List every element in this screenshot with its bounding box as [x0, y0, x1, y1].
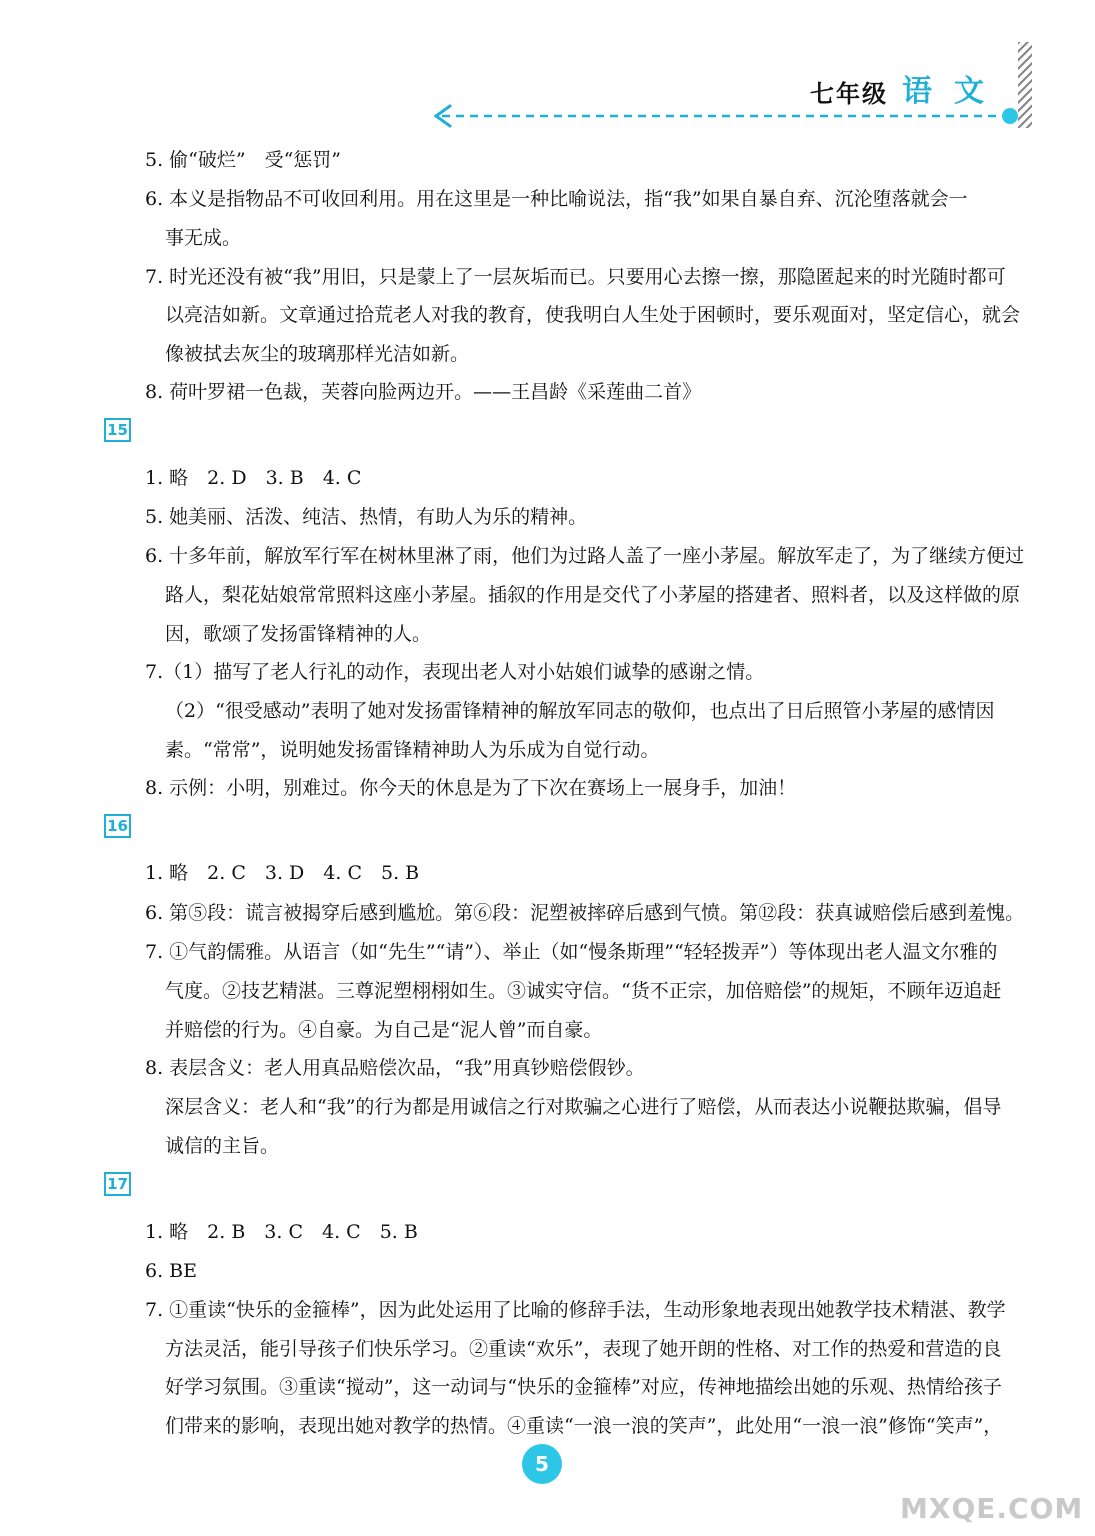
answer-line: 7.（1）描写了老人行礼的动作，表现出老人对小姑娘们诚挚的感谢之情。	[145, 661, 765, 683]
answer-continuation-line: 并赔偿的行为。④自豪。为自己是“泥人曾”而自豪。	[165, 1019, 603, 1041]
section-number: 15	[104, 418, 131, 442]
page-number-badge: 5	[522, 1444, 562, 1484]
answer-continuation-line: 路人，梨花姑娘常常照料这座小茅屋。插叙的作用是交代了小茅屋的搭建者、照料者，以及这样做的原	[165, 584, 1021, 606]
answer-line: 6. 第⑤段：谎言被揭穿后感到尴尬。第⑥段：泥塑被摔碎后感到气愤。第⑫段：获真诚赔偿后感到羞愧。	[145, 902, 1025, 924]
answer-line: 1. 略 2. B 3. C 4. C 5. B	[145, 1221, 418, 1243]
answer-line: 7. 时光还没有被“我”用旧，只是蒙上了一层灰垢而已。只要用心去擦一擦，那隐匿起来的时光随时都可	[145, 266, 1006, 288]
answer-line: 6. 十多年前，解放军行军在树林里淋了雨，他们为过路人盖了一座小茅屋。解放军走了，为了继续方便过	[145, 545, 1025, 567]
answer-continuation-line: 好学习氛围。③重读“搅动”，这一动词与“快乐的金箍棒”对应，传神地描绘出她的乐观、热情给孩子	[165, 1376, 1002, 1398]
answer-continuation-line: 因，歌颂了发扬雷锋精神的人。	[165, 623, 432, 645]
answer-continuation-line: 诚信的主旨。	[165, 1135, 280, 1157]
section-number: 16	[104, 814, 131, 838]
answer-line: 5. 她美丽、活泼、纯洁、热情，有助人为乐的精神。	[145, 506, 588, 528]
answer-continuation-line: （2）“很受感动”表明了她对发扬雷锋精神的解放军同志的敬仰，也点出了日后照管小茅屋的感情因	[165, 700, 995, 722]
answer-continuation-line: 气度。②技艺精湛。三尊泥塑栩栩如生。③诚实守信。“货不正宗，加倍赔偿”的规矩，不顾年迈追赶	[165, 980, 1002, 1002]
header-dashed-arrow	[0, 0, 1095, 140]
header-grade: 七年级	[810, 79, 888, 108]
answer-line: 7. ①气韵儒雅。从语言（如“先生”“请”）、举止（如“慢条斯理”“轻轻拨弄”）等体现出老人温文尔雅的	[145, 941, 998, 963]
watermark: MXQE.COM	[900, 1492, 1084, 1525]
answer-line: 6. 本义是指物品不可收回利用。用在这里是一种比喻说法，指“我”如果自暴自弃、沉沦堕落就会一	[145, 188, 968, 210]
answer-line: 5. 偷“破烂” 受“惩罚”	[145, 149, 342, 171]
header-subject: 语文	[902, 74, 1006, 109]
answer-line: 1. 略 2. D 3. B 4. C	[145, 467, 362, 489]
answer-continuation-line: 深层含义：老人和“我”的行为都是用诚信之行对欺骗之心进行了赔偿，从而表达小说鞭挞欺骗，倡导	[165, 1096, 1002, 1118]
answer-line: 8. 表层含义：老人用真品赔偿次品，“我”用真钞赔偿假钞。	[145, 1057, 645, 1079]
answer-continuation-line: 以亮洁如新。文章通过拾荒老人对我的教育，使我明白人生处于困顿时，要乐观面对，坚定信心，就会	[165, 304, 1021, 326]
answer-continuation-line: 们带来的影响，表现出她对教学的热情。④重读“一浪一浪的笑声”，此处用“一浪一浪”修饰“笑声”，	[165, 1415, 1003, 1437]
answer-continuation-line: 素。“常常”，说明她发扬雷锋精神助人为乐成为自觉行动。	[165, 739, 660, 761]
answer-line: 8. 示例：小明，别难过。你今天的休息是为了下次在赛场上一展身手，加油！	[145, 777, 797, 799]
section-number: 17	[104, 1172, 131, 1196]
answer-line: 6. BE	[145, 1260, 197, 1282]
answer-line: 8. 荷叶罗裙一色裁，芙蓉向脸两边开。——王昌龄《采莲曲二首》	[145, 381, 702, 403]
answer-line: 7. ①重读“快乐的金箍棒”，因为此处运用了比喻的修辞手法，生动形象地表现出她教学技术精湛、教学	[145, 1299, 1006, 1321]
answer-continuation-line: 事无成。	[165, 227, 242, 249]
answer-continuation-line: 像被拭去灰尘的玻璃那样光洁如新。	[165, 343, 470, 365]
answer-continuation-line: 方法灵活，能引导孩子们快乐学习。②重读“欢乐”，表现了她开朗的性格、对工作的热爱和营造的良	[165, 1338, 1002, 1360]
answer-line: 1. 略 2. C 3. D 4. C 5. B	[145, 862, 420, 884]
